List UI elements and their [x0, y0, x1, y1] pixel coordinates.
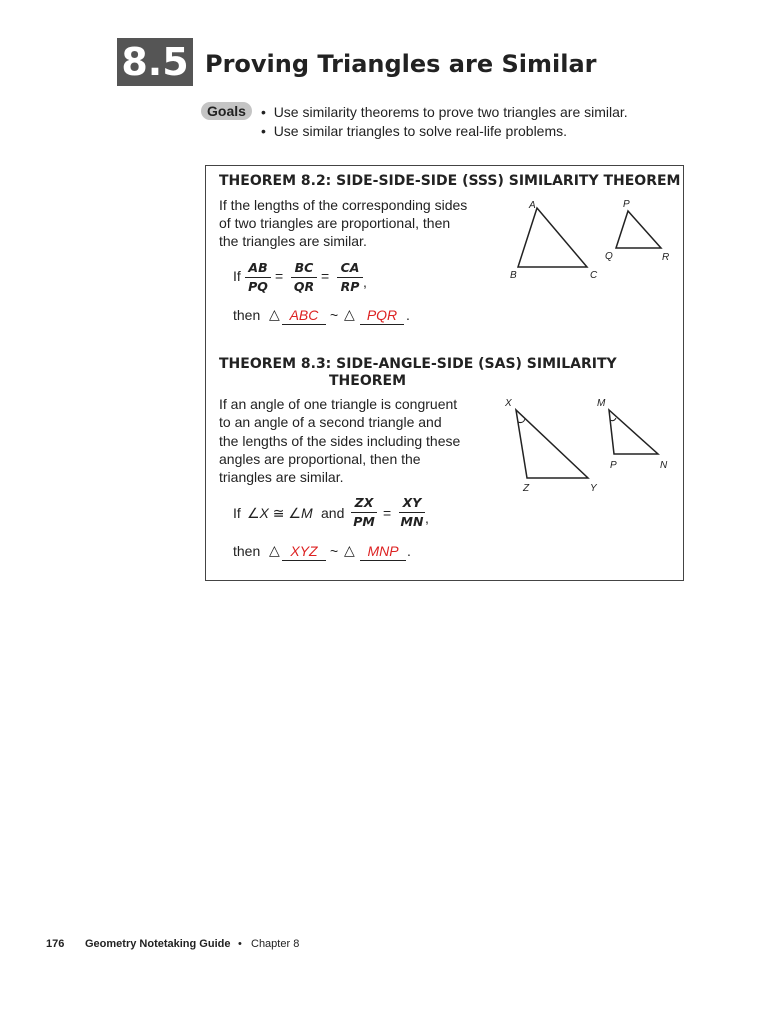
fraction — [399, 496, 425, 529]
similar-symbol: ~ — [330, 543, 339, 559]
theorem-83-line: the lengths of the sides including these — [219, 433, 461, 449]
footer-bullet: • — [238, 938, 242, 950]
theorem-82-line: If the lengths of the corresponding sides — [219, 197, 468, 213]
triangle-mnp — [609, 410, 658, 454]
triangle-symbol: △ — [269, 542, 280, 558]
vertex-label: Y — [590, 483, 597, 494]
fraction — [245, 261, 271, 294]
equals-sign: = — [383, 505, 392, 521]
triangle-symbol: △ — [344, 542, 355, 558]
sss-triangles-figure — [496, 196, 676, 286]
fraction-bar — [291, 277, 317, 278]
theorem-83-heading-cont: THEOREM — [329, 373, 407, 389]
vertex-label: A — [529, 200, 536, 211]
numerator: AB — [248, 260, 268, 275]
answer-blank[interactable]: MNP — [360, 543, 406, 561]
comma: , — [363, 274, 367, 290]
vertex-label: Q — [605, 251, 613, 262]
vertex-label: X — [505, 398, 512, 409]
denominator: QR — [293, 279, 315, 294]
numerator: BC — [294, 260, 314, 275]
theorem-83-line: to an angle of a second triangle and — [219, 414, 442, 430]
then-word: then — [233, 307, 261, 323]
theorem-83-line: angles are proportional, then the — [219, 451, 421, 467]
chapter-label: Chapter 8 — [251, 938, 300, 950]
similar-symbol: ~ — [330, 307, 339, 323]
numerator: XY — [402, 495, 422, 510]
vertex-label: C — [590, 270, 598, 281]
if-word: If — [233, 505, 241, 521]
fraction-bar — [337, 277, 363, 278]
equals-sign: = — [275, 268, 284, 284]
denominator: PM — [353, 514, 375, 529]
numerator: ZX — [354, 495, 374, 510]
angle-congruence: ∠X ≅ ∠M — [247, 505, 313, 521]
vertex-label: R — [662, 252, 670, 263]
goal-item: • Use similar triangles to solve real-life problems. — [261, 123, 568, 139]
triangle-abc — [518, 208, 587, 267]
vertex-label: Z — [523, 483, 530, 494]
vertex-label: M — [597, 398, 606, 409]
answer-blank[interactable]: PQR — [360, 307, 404, 325]
triangle-pqr — [616, 211, 661, 248]
fraction-bar — [399, 512, 425, 513]
section-title: Proving Triangles are Similar — [205, 50, 597, 78]
denominator: MN — [400, 514, 424, 529]
angle-mark-x — [518, 419, 525, 423]
theorem-82-line: of two triangles are proportional, then — [219, 215, 451, 231]
vertex-label: B — [510, 270, 517, 281]
equals-sign: = — [321, 268, 330, 284]
fraction — [337, 261, 363, 294]
vertex-label: P — [610, 460, 617, 471]
denominator: PQ — [248, 279, 268, 294]
answer-blank[interactable]: XYZ — [282, 543, 326, 561]
triangle-symbol: △ — [344, 306, 355, 322]
comma: , — [425, 510, 429, 526]
goal-item: • Use similarity theorems to prove two triangles are similar. — [261, 104, 628, 120]
triangle-symbol: △ — [269, 306, 280, 322]
fraction-bar — [245, 277, 271, 278]
theorem-82-heading: THEOREM 8.2: SIDE-SIDE-SIDE (SSS) SIMILARITY THEOREM — [219, 173, 681, 189]
theorem-box — [205, 165, 684, 581]
theorem-82-line: the triangles are similar. — [219, 233, 367, 249]
goal-text: Use similar triangles to solve real-life problems. — [273, 123, 568, 139]
and-word: and — [321, 505, 345, 521]
goal-text: Use similarity theorems to prove two triangles are similar. — [273, 104, 628, 120]
vertex-label: P — [623, 199, 630, 210]
angle-mark-m — [610, 418, 616, 421]
theorem-83-heading: THEOREM 8.3: SIDE-ANGLE-SIDE (SAS) SIMILARITY — [219, 356, 617, 372]
goals-label: Goals — [201, 102, 252, 120]
fraction — [351, 496, 377, 529]
triangle-xyz — [516, 410, 588, 478]
fraction — [291, 261, 317, 294]
numerator: CA — [340, 260, 360, 275]
answer-blank[interactable]: ABC — [282, 307, 326, 325]
section-number: 8.5 — [117, 38, 193, 86]
vertex-label: N — [660, 460, 668, 471]
theorem-83-line: If an angle of one triangle is congruent — [219, 396, 458, 412]
book-title: Geometry Notetaking Guide — [85, 938, 231, 950]
page-number: 176 — [46, 938, 65, 950]
fraction-bar — [351, 512, 377, 513]
period: . — [407, 543, 411, 559]
denominator: RP — [340, 279, 360, 294]
period: . — [406, 307, 410, 323]
if-word: If — [233, 268, 241, 284]
then-word: then — [233, 543, 261, 559]
theorem-83-line: triangles are similar. — [219, 469, 344, 485]
sas-triangles-figure — [496, 394, 676, 494]
